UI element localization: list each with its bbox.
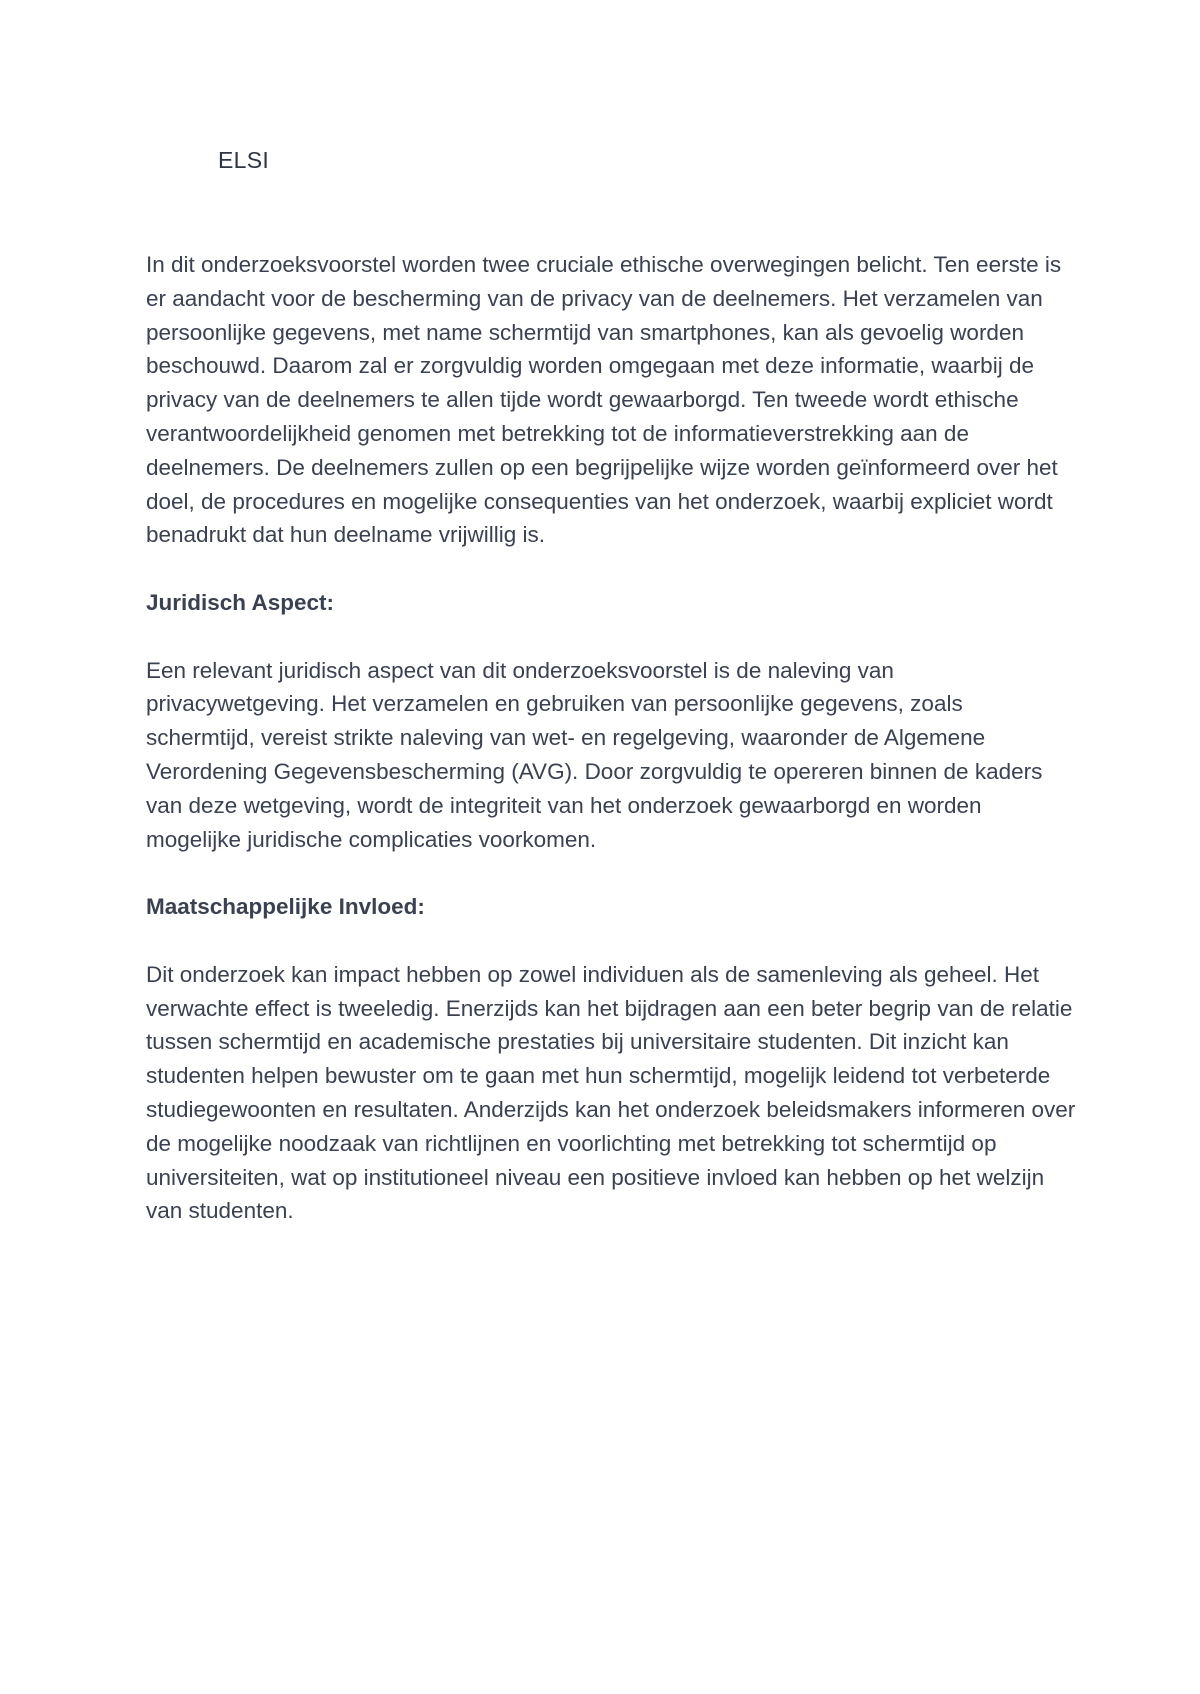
section-body-juridisch: Een relevant juridisch aspect van dit onderzoeksvoorstel is de naleving van privacywetgeving. Het verzamelen en gebruiken van persoonlijke gegevens, zoals schermtijd, vereist strikte naleving van wet- en regelgeving, waaronder de Algemene Verordening Gegevensbescherming (AVG). Door zorgvuldig te opereren binnen de kaders van deze wetgeving, wordt de integriteit van het onderzoek gewaarborgd en worden mogelijke juridische complicaties voorkomen. (146, 657, 1043, 852)
document-content (146, 248, 1076, 1228)
section-heading-maatschappelijk: Maatschappelijke Invloed: (146, 894, 425, 920)
section-heading-juridisch: Juridisch Aspect: (146, 589, 334, 615)
section-body-maatschappelijk: Dit onderzoek kan impact hebben op zowel individuen als de samenleving als geheel. Het verwachte effect is tweeledig. Enerzijds kan het bijdragen aan een beter begrip van de relatie tussen schermtijd en academische prestaties bij universitaire studenten. Dit inzicht kan studenten helpen bewuster om te gaan met hun schermtijd, mogelijk leidend tot verbeterde studiegewoonten en resultaten. Anderzijds kan het onderzoek beleidsmakers informeren over de mogelijke noodzaak van richtlijnen en voorlichting met betrekking tot schermtijd op universiteiten, wat op institutioneel niveau een positieve invloed kan hebben op het welzijn van studenten. (146, 961, 1076, 1224)
document-title: ELSI (218, 147, 270, 173)
intro-paragraph: In dit onderzoeksvoorstel worden twee cruciale ethische overwegingen belicht. Ten eerste is er aandacht voor de bescherming van de privacy van de deelnemers. Het verzamelen van persoonlijke gegevens, met name schermtijd van smartphones, kan als gevoelig worden beschouwd. Daarom zal er zorgvuldig worden omgegaan met deze informatie, waarbij de privacy van de deelnemers te allen tijde wordt gewaarborgd. Ten tweede wordt ethische verantwoordelijkheid genomen met betrekking tot de informatieverstrekking aan de deelnemers. De deelnemers zullen op een begrijpelijke wijze worden geïnformeerd over het doel, de procedures en mogelijke consequenties van het onderzoek, waarbij expliciet wordt benadrukt dat hun deelname vrijwillig is. (146, 252, 1062, 548)
